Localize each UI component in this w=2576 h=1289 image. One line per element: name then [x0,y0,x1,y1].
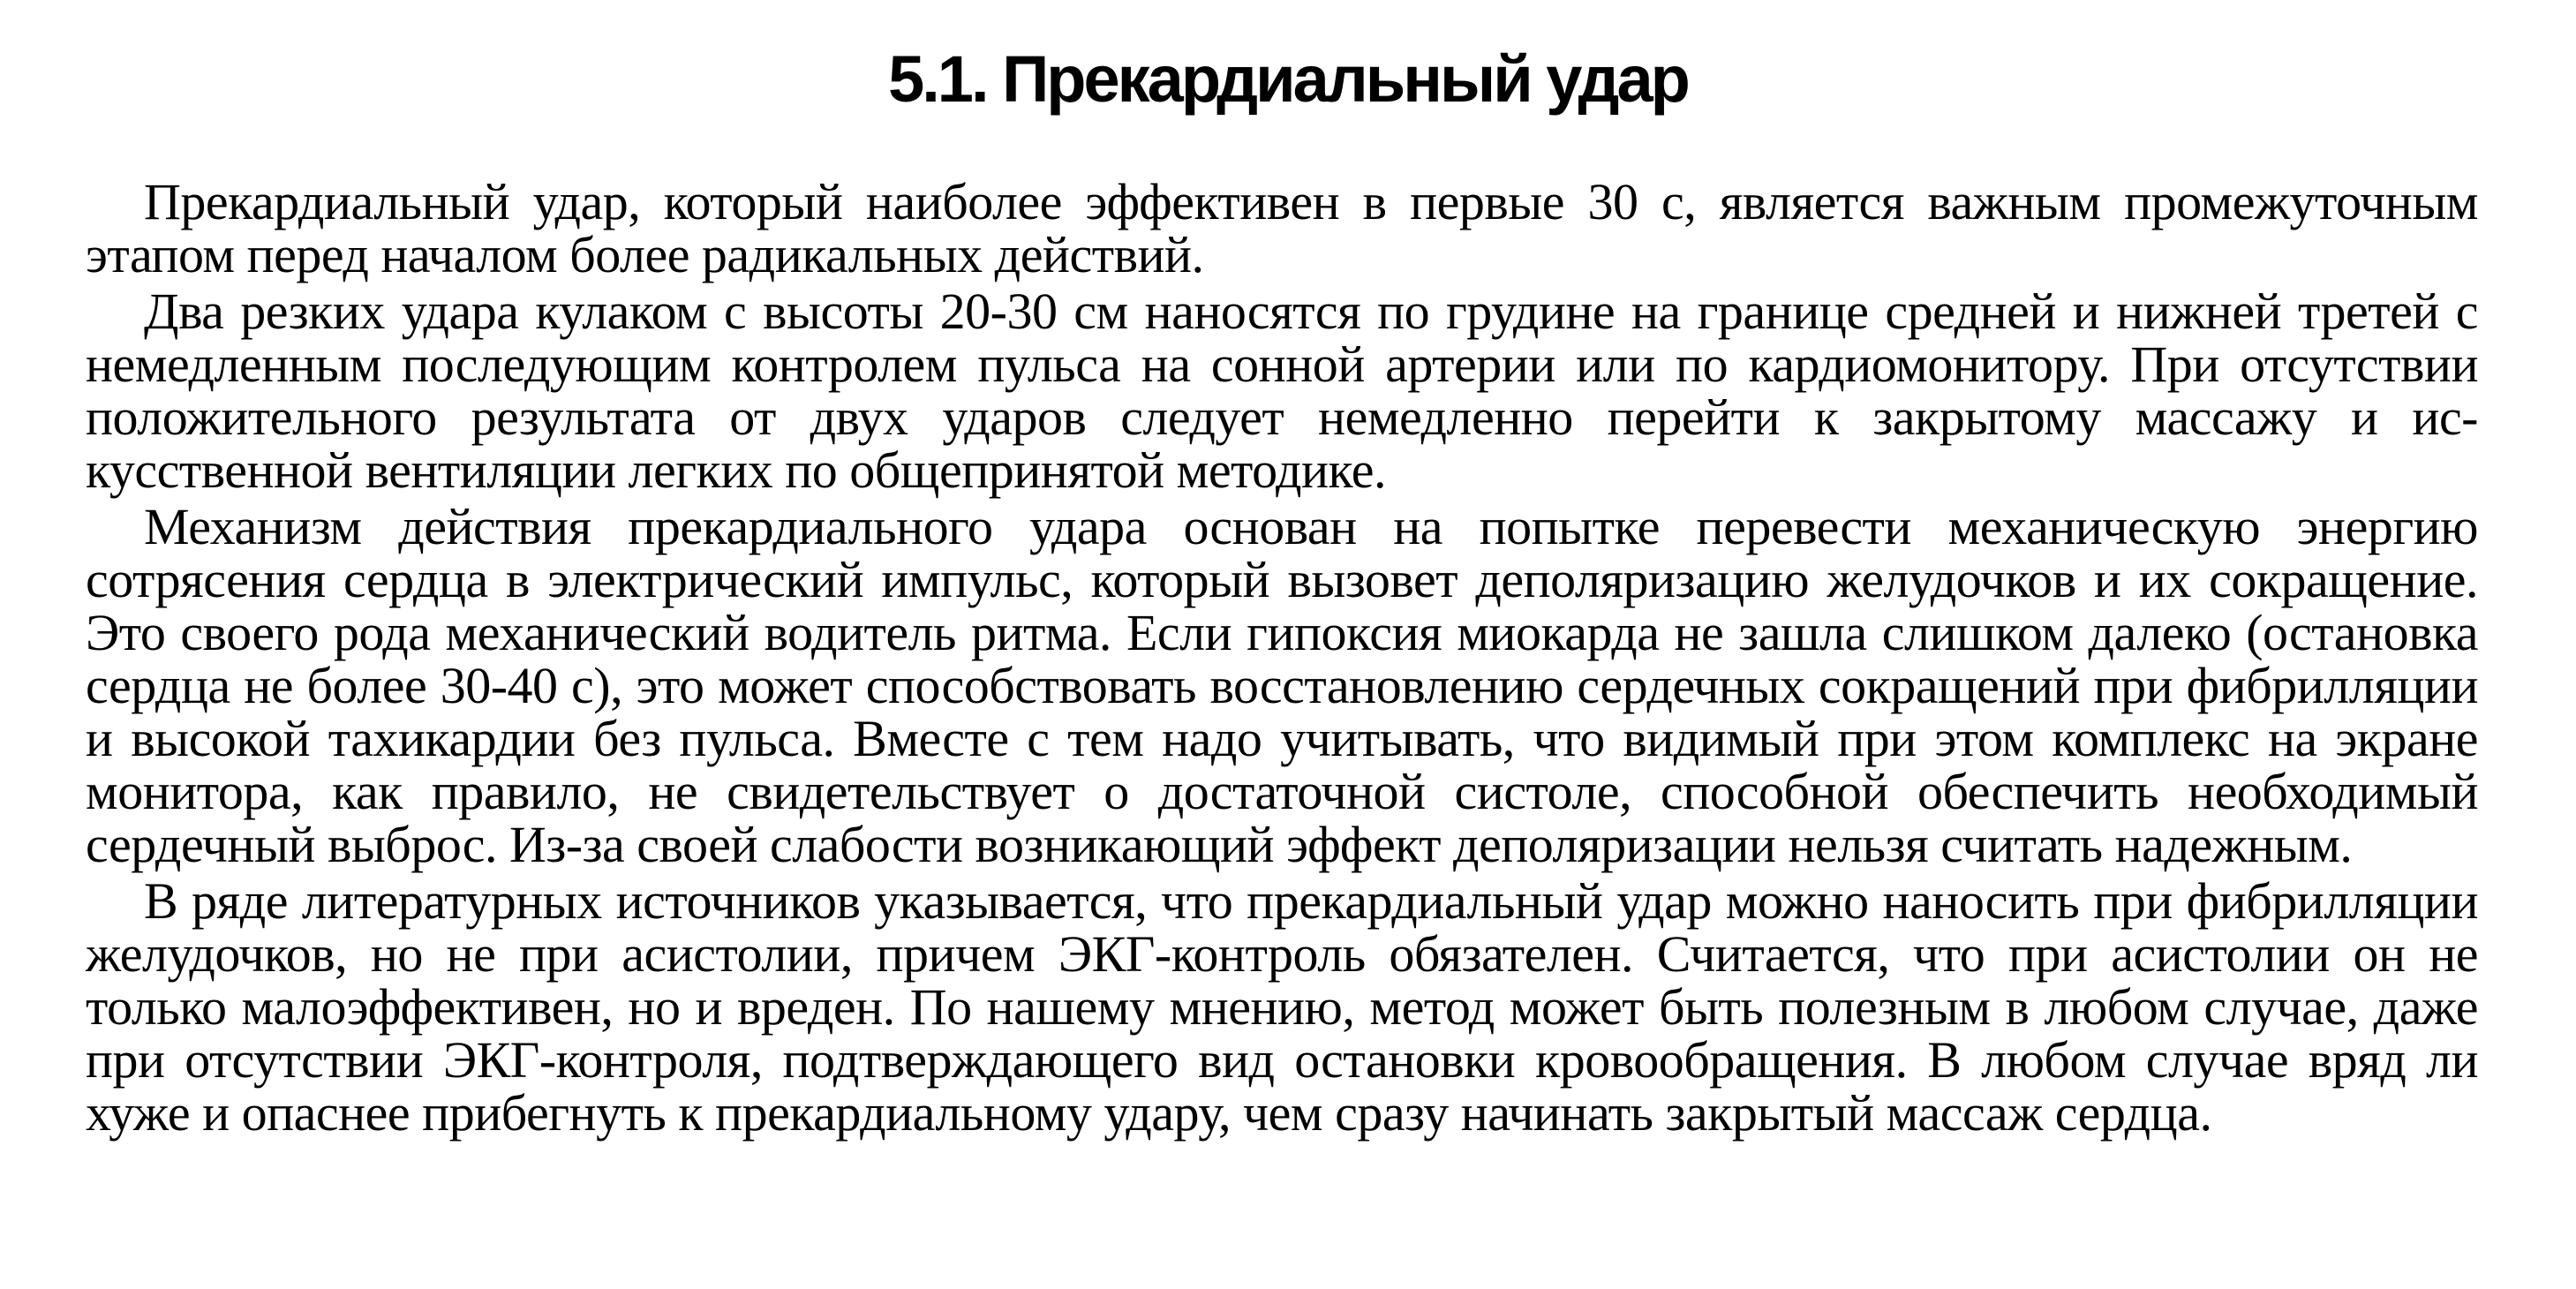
paragraph-technique: Два резких удара кулаком с высоты 20-30 см наносятся по грудине на границе средней и нижней третей с немедленным последующим контролем пульса на сонной артерии или по кардиомонитору. При отсутствии положительного результата от двух ударов следует немедленно перейти к закрытому массажу и ис-кусственной вентиляции легких по общепринятой методике. [86,283,2478,499]
paragraph-precordial-thump-intro: Прекардиальный удар, который наиболее эффективен в первые 30 с, является важным промежуточным этапом перед началом более радикальных действий. [86,173,2478,283]
body-text [86,173,2478,1143]
paragraph-literature-opinion: В ряде литературных источников указывается, что прекардиальный удар можно наносить при фибрилляции желудочков, но не при асистолии, причем ЭКГ-контроль обязателен. Считается, что при асистолии он не только малоэффективен, но и вреден. По нашему мнению, метод может быть полезным в любом случае, даже при отсутствии ЭКГ-контроля, подтверждающего вид остановки кровообращения. В любом случае вряд ли хуже и опаснее прибегнуть к прекардиальному удару, чем сразу начинать закрытый массаж сердца. [86,872,2478,1142]
section-title: 5.1. Прекардиальный удар [888,42,1688,116]
paragraph-mechanism: Механизм действия прекардиального удара основан на попытке перевести механическую энергию сотрясения сердца в электрический импульс, который вызовет деполяризацию желудочков и их сокращение. Это своего рода механический водитель ритма. Если гипоксия миокарда не зашла слишком далеко (остановка сердца не более 30-40 с), это может способствовать восстановлению сердечных сокращений при фибрилляции и высокой тахикардии без пульса. Вместе с тем надо учитывать, что видимый при этом комплекс на экране монитора, как правило, не свидетельствует о достаточной систоле, способной обеспечить необходимый сердечный выброс. Из-за своей слабости возникающий эффект деполяризации нельзя считать надежным. [86,498,2478,873]
